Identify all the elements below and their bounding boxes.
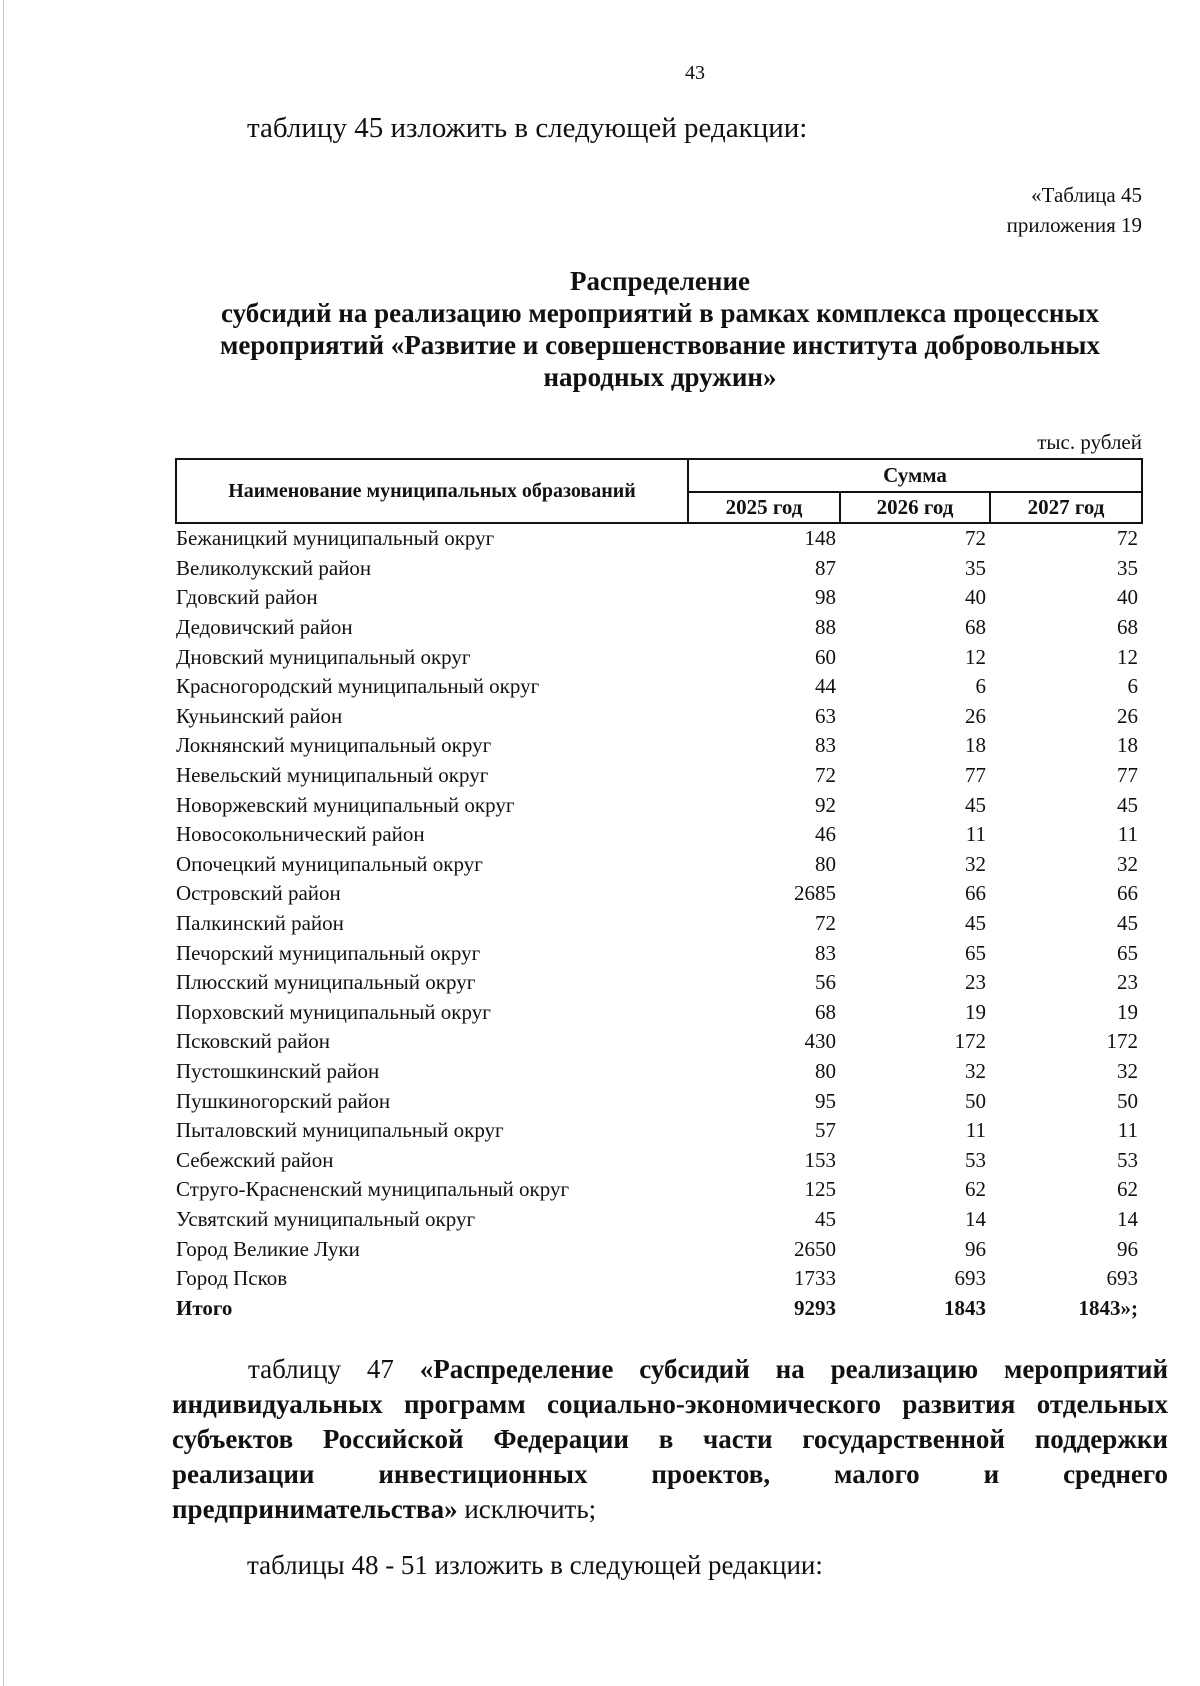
cell-2025: 56 xyxy=(815,970,836,995)
cell-name: Дедовичский район xyxy=(176,615,353,640)
cell-2025: 92 xyxy=(815,792,836,817)
subsidy-table xyxy=(175,458,1143,1323)
cell-2025: 80 xyxy=(815,851,836,876)
cell-2025: 125 xyxy=(804,1177,836,1202)
cell-2025: 9293 xyxy=(794,1295,836,1320)
table-row xyxy=(176,820,1142,850)
cell-2027: 11 xyxy=(1117,1118,1139,1143)
cell-2027: 1843»; xyxy=(1078,1295,1139,1320)
cell-2027: 40 xyxy=(1117,585,1139,610)
paragraph-prefix: таблицу 47 xyxy=(248,1354,420,1384)
cell-2026: 72 xyxy=(965,526,986,551)
cell-2027: 45 xyxy=(1117,911,1139,936)
cell-name: Усвятский муниципальный округ xyxy=(176,1206,476,1231)
cell-2027: 35 xyxy=(1117,555,1139,580)
cell-2025: 46 xyxy=(815,822,836,847)
cell-2026: 172 xyxy=(954,1029,986,1054)
cell-name: Новоржевский муниципальный округ xyxy=(176,792,515,817)
cell-name: Дновский муниципальный округ xyxy=(176,644,471,669)
table-caption-line1: «Таблица 45 xyxy=(1031,183,1142,207)
table-row xyxy=(176,523,1142,554)
cell-2027: 12 xyxy=(1117,644,1139,669)
cell-2027: 68 xyxy=(1117,615,1139,640)
table-row xyxy=(176,672,1142,702)
cell-2027: 19 xyxy=(1117,999,1139,1024)
cell-2026: 23 xyxy=(965,970,986,995)
table-row xyxy=(176,879,1142,909)
tables-line: таблицы 48 - 51 изложить в следующей редакции: xyxy=(247,1550,823,1580)
table-row xyxy=(176,642,1142,672)
cell-name: Красногородский муниципальный округ xyxy=(176,674,540,699)
cell-name: Псковский район xyxy=(176,1029,330,1054)
cell-2025: 1733 xyxy=(794,1266,836,1291)
cell-name: Палкинский район xyxy=(176,911,344,936)
heading-line2: субсидий на реализацию мероприятий в рамках комплекса процессных xyxy=(220,298,1100,328)
cell-2026: 65 xyxy=(965,940,986,965)
cell-2026: 45 xyxy=(965,911,986,936)
paragraph-suffix: исключить; xyxy=(457,1494,597,1524)
cell-name: Итого xyxy=(176,1295,233,1320)
cell-2026: 62 xyxy=(965,1177,986,1202)
cell-name: Гдовский район xyxy=(176,585,318,610)
cell-name: Локнянский муниципальный округ xyxy=(176,733,492,758)
table-row xyxy=(176,613,1142,643)
cell-2025: 153 xyxy=(804,1147,836,1172)
cell-2025: 95 xyxy=(815,1088,836,1113)
cell-2026: 45 xyxy=(965,792,986,817)
table-row xyxy=(176,1116,1142,1146)
table-body xyxy=(176,523,1142,1323)
table-row xyxy=(176,850,1142,880)
cell-2025: 430 xyxy=(804,1029,836,1054)
cell-2027: 11 xyxy=(1117,822,1139,847)
cell-2027: 65 xyxy=(1117,940,1139,965)
paragraph-bold-title: «Распределение субсидий на реализацию мероприятий индивидуальных программ социально-экономического развития отдельных субъектов Российской Федерации в части государственной поддержки реализации инвестиционных проектов, малого и среднего предпринимательства» xyxy=(172,1354,1168,1524)
cell-2025: 98 xyxy=(815,585,836,610)
table-row xyxy=(176,1234,1142,1264)
cell-2027: 62 xyxy=(1117,1177,1139,1202)
cell-2027: 53 xyxy=(1117,1147,1139,1172)
cell-name: Опочецкий муниципальный округ xyxy=(176,851,483,876)
cell-2026: 32 xyxy=(965,1058,986,1083)
units-label: тыс. рублей xyxy=(1037,430,1142,454)
table-row xyxy=(176,1086,1142,1116)
cell-2026: 6 xyxy=(975,674,986,699)
cell-2026: 35 xyxy=(965,555,986,580)
table-row xyxy=(176,1264,1142,1294)
cell-2026: 77 xyxy=(965,763,986,788)
cell-2027: 18 xyxy=(1117,733,1139,758)
cell-name: Порховский муниципальный округ xyxy=(176,999,491,1024)
exclusion-paragraph xyxy=(172,1352,1168,1527)
cell-2027: 693 xyxy=(1106,1266,1139,1291)
cell-2025: 88 xyxy=(815,615,836,640)
cell-2025: 44 xyxy=(815,674,836,699)
cell-2026: 693 xyxy=(954,1266,986,1291)
cell-name: Бежаницкий муниципальный округ xyxy=(176,526,495,551)
table-row xyxy=(176,554,1142,584)
cell-2027: 77 xyxy=(1117,763,1139,788)
intro-line: таблицу 45 изложить в следующей редакции: xyxy=(247,112,808,144)
cell-name: Куньинский район xyxy=(176,703,343,728)
cell-2026: 11 xyxy=(965,822,986,847)
cell-2027: 14 xyxy=(1117,1206,1139,1231)
cell-2025: 87 xyxy=(815,555,836,580)
cell-2027: 26 xyxy=(1117,703,1139,728)
cell-2025: 45 xyxy=(815,1206,836,1231)
table-row xyxy=(176,761,1142,791)
cell-2026: 18 xyxy=(965,733,986,758)
cell-2025: 60 xyxy=(815,644,836,669)
cell-name: Себежский район xyxy=(176,1147,334,1172)
cell-name: Плюсский муниципальный округ xyxy=(176,970,476,995)
heading-line3: мероприятий «Развитие и совершенствование института добровольных xyxy=(220,330,1100,360)
cell-2025: 63 xyxy=(815,703,836,728)
cell-name: Новосокольнический район xyxy=(176,822,425,847)
cell-2026: 12 xyxy=(965,644,986,669)
cell-2026: 11 xyxy=(965,1118,986,1143)
table-row xyxy=(176,998,1142,1028)
table-row xyxy=(176,1027,1142,1057)
cell-2025: 68 xyxy=(815,999,836,1024)
cell-2026: 50 xyxy=(965,1088,986,1113)
cell-name: Пушкиногорский район xyxy=(176,1088,391,1113)
cell-2026: 32 xyxy=(965,851,986,876)
cell-2025: 2685 xyxy=(794,881,836,906)
page-number: 43 xyxy=(685,62,705,84)
cell-2027: 50 xyxy=(1117,1088,1139,1113)
table-row xyxy=(176,1175,1142,1205)
table-caption-line2: приложения 19 xyxy=(1006,213,1142,237)
column-header-2027: 2027 год xyxy=(990,492,1142,523)
table-caption xyxy=(1007,180,1142,240)
table-row xyxy=(176,583,1142,613)
cell-2025: 83 xyxy=(815,940,836,965)
table-heading xyxy=(170,265,1150,393)
cell-2027: 72 xyxy=(1117,526,1139,551)
cell-name: Город Великие Луки xyxy=(176,1236,360,1261)
cell-name: Невельский муниципальный округ xyxy=(176,763,489,788)
cell-name: Город Псков xyxy=(176,1266,288,1291)
page-edge-line xyxy=(3,0,4,1686)
total-row xyxy=(176,1293,1142,1323)
cell-2025: 148 xyxy=(804,526,836,551)
cell-2026: 1843 xyxy=(944,1295,986,1320)
cell-name: Великолукский район xyxy=(176,555,372,580)
cell-name: Печорский муниципальный округ xyxy=(176,940,481,965)
table-row xyxy=(176,731,1142,761)
cell-2025: 72 xyxy=(815,911,836,936)
cell-2026: 68 xyxy=(965,615,986,640)
cell-2027: 32 xyxy=(1117,1058,1139,1083)
cell-2027: 23 xyxy=(1117,970,1139,995)
table-row xyxy=(176,909,1142,939)
cell-2027: 66 xyxy=(1117,881,1139,906)
cell-2027: 32 xyxy=(1117,851,1139,876)
cell-2026: 19 xyxy=(965,999,986,1024)
cell-2027: 6 xyxy=(1127,674,1139,699)
heading-line4: народных дружин» xyxy=(543,362,777,392)
cell-2026: 14 xyxy=(965,1206,986,1231)
cell-name: Пустошкинский район xyxy=(176,1058,380,1083)
cell-2026: 26 xyxy=(965,703,986,728)
table-row xyxy=(176,1145,1142,1175)
column-header-name: Наименование муниципальных образований xyxy=(176,459,688,523)
cell-2027: 45 xyxy=(1117,792,1139,817)
cell-2025: 2650 xyxy=(794,1236,836,1261)
cell-2025: 83 xyxy=(815,733,836,758)
cell-name: Островский район xyxy=(176,881,341,906)
column-header-2025: 2025 год xyxy=(688,492,840,523)
table-row xyxy=(176,1205,1142,1235)
cell-2025: 57 xyxy=(815,1118,836,1143)
cell-name: Струго-Красненский муниципальный округ xyxy=(176,1177,570,1202)
table-row xyxy=(176,790,1142,820)
heading-line1: Распределение xyxy=(569,266,751,296)
cell-name: Пыталовский муниципальный округ xyxy=(176,1118,504,1143)
cell-2027: 96 xyxy=(1117,1236,1139,1261)
cell-2027: 172 xyxy=(1106,1029,1139,1054)
table-row xyxy=(176,702,1142,732)
cell-2026: 66 xyxy=(965,881,986,906)
table-row xyxy=(176,938,1142,968)
cell-2025: 72 xyxy=(815,763,836,788)
column-header-2026: 2026 год xyxy=(840,492,990,523)
cell-2026: 40 xyxy=(965,585,986,610)
table-row xyxy=(176,1057,1142,1087)
table-row xyxy=(176,968,1142,998)
cell-2025: 80 xyxy=(815,1058,836,1083)
cell-2026: 53 xyxy=(965,1147,986,1172)
column-header-sum: Сумма xyxy=(688,459,1142,492)
cell-2026: 96 xyxy=(965,1236,986,1261)
